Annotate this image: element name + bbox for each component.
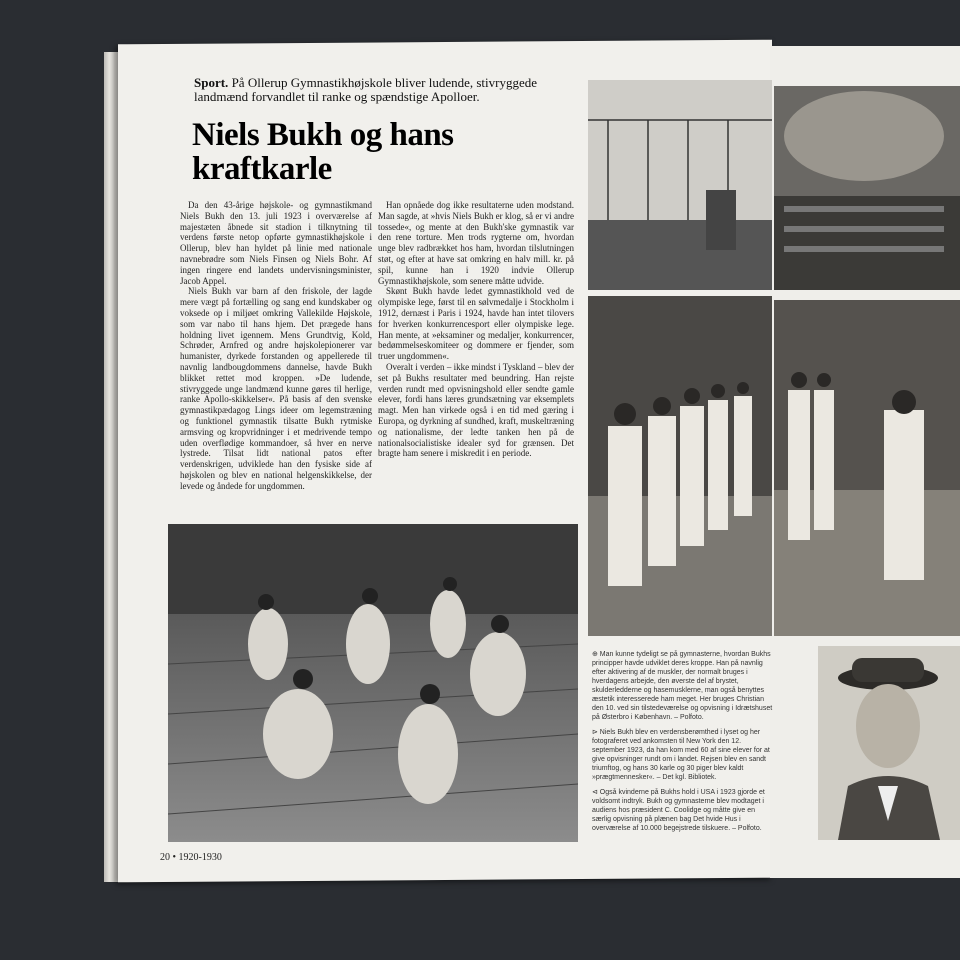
photo-hall-balcony <box>774 86 960 290</box>
kicker-bold: Sport. <box>194 75 229 90</box>
text-column-1 <box>180 200 372 492</box>
paragraph: Da den 43-årige højskole- og gymnastikmand Niels Bukh den 13. juli 1923 i overværelse af majestæten åbnede sit stadion i tilknytning til verdens første netop opførte gymnastikhøjskole i Ollerup, blev han hyldet på linie med nationale navnebrødre som Niels Finsen og Niels Bohr. Af ingen ringere end landets undervisningsminister, Jacob Appel. <box>180 200 372 286</box>
photo-captions <box>592 650 774 839</box>
paragraph: Overalt i verden – ikke mindst i Tyskland – blev der set på Bukhs resultater med beundring. Han rejste verden rundt med opvisningshold eller sendte gamle elever, fordi hans læres grundsætning var eksemplets magt. Men han virkede også i en tid med gæring i Europa, og dyrkning af sundhed, kraft, muskeltræning og nationalisme, der ledte tanken hen på de nationalsocialistiske idealer syd for grænsen. Det bragte ham senere i miskredit i en periode. <box>378 361 574 459</box>
article-kicker <box>194 76 574 104</box>
photo-men-gymnasts <box>588 296 772 636</box>
photo-portrait-niels-bukh <box>818 646 960 840</box>
photo-women-gymnasts <box>168 524 578 842</box>
kicker-text: På Ollerup Gymnastikhøjskole bliver ludende, stivryggede landmænd forvandlet til ranke og spændstige Apolloer. <box>194 75 538 104</box>
caption: ⊳ Niels Bukh blev en verdensberømthed i lyset og her fotograferet ved ankomsten til New York den 12. september 1923, da han kom med 60 af sine elever for at give opvisninger rundt om i landet. Rejsen blev en sandt triumftog, og hans 30 karle og 30 piger blev kaldt »prægtmennesker«. – Det kgl. Bibliotek. <box>592 729 770 781</box>
paragraph: Niels Bukh var barn af den friskole, der lagde mere vægt på fortælling og sang end kundskaber og voksede op i miljøet omkring Vallekilde Højskole, som var nabo til hans hjem. Det prægede hans holdning livet igennem. Mens Grundtvig, Kold, Schrøder, Arnfred og andre højskolepionerer var humanister, dyrkede forstanden og appellerede til navnlig landbougdommens dannelse, havde Bukh blikket rettet mod kroppen. »De ludende, stivryggede unge landmænd kunne gøres til herlige, ranke Apollo-skikkelser«. På basis af den svenske gymnastikpædagog Lings ideer om legemstræning og funktionel gymnastik tilsatte Bukh rytmiske armsving og kropvridninger i et medrivende tempo uden overflødige kommandoer, så hver en nerve lystrede. Tilsat lidt national patos efter verdenskrigen, udviklede han den fysiske side af højskolen og blev en national helgenskikkelse, der levede og åndede for ungdommen. <box>180 286 372 491</box>
page-folio: 20 • 1920-1930 <box>160 852 222 863</box>
photo-men-gymnasts-right <box>774 300 960 636</box>
photo-hall-ceiling <box>588 80 772 290</box>
caption: ⊕ Man kunne tydeligt se på gymnasterne, hvordan Bukhs principper havde udviklet deres kroppe. Han på navnlig efter aktivering af de muskler, der normalt bruges i hverdagens arbejde, den øverste del af brystet, skulderledderne og hasemusklerne, man også benyttes æstetik interesserede ham meget. Her bruges Christian den 10. ved sin tilstedeværelse og opvisning i Idrætshuset på Østerbro i København. – Polfoto. <box>592 651 773 721</box>
paragraph: Skønt Bukh havde ledet gymnastikhold ved de olympiske lege, først til en sølvmedalje i Stockholm i 1912, dernæst i Paris i 1924, havde han intet tilovers for hverken konkurrencesport eller olympiske lege. Han mente, at »eksaminer og medaljer, konkurrencer, bedømmelseskomiteer og dommere er fjender, som truer ungdommen«. <box>378 286 574 362</box>
paragraph: Han opnåede dog ikke resultaterne uden modstand. Man sagde, at »hvis Niels Bukh er klog, så er vi andre tossede«, og mente at den Bukh'ske gymnastik var den rene torture. Men trods rygterne om, hvordan unge blev radbrækket hos ham, hvordan tilslutningen støt, og efter at have sat omkring en halv mill. kr. på spil, kunne han i 1920 indvie Ollerup Gymnastikhøjskole, som senere måtte udvide. <box>378 200 574 286</box>
text-column-2 <box>378 200 574 459</box>
article-headline: Niels Bukh og hans kraftkarle <box>192 117 454 187</box>
caption: ⊲ Også kvinderne på Bukhs hold i USA i 1923 gjorde et voldsomt indtryk. Bukh og gymnasterne blev modtaget i audiens hos præsident C. Coolidge og måtte give en særlig opvisning på plænen bag Det hvide Hus i overværelse af 10.000 begejstrede tilskuere. – Polfoto. <box>592 789 765 832</box>
